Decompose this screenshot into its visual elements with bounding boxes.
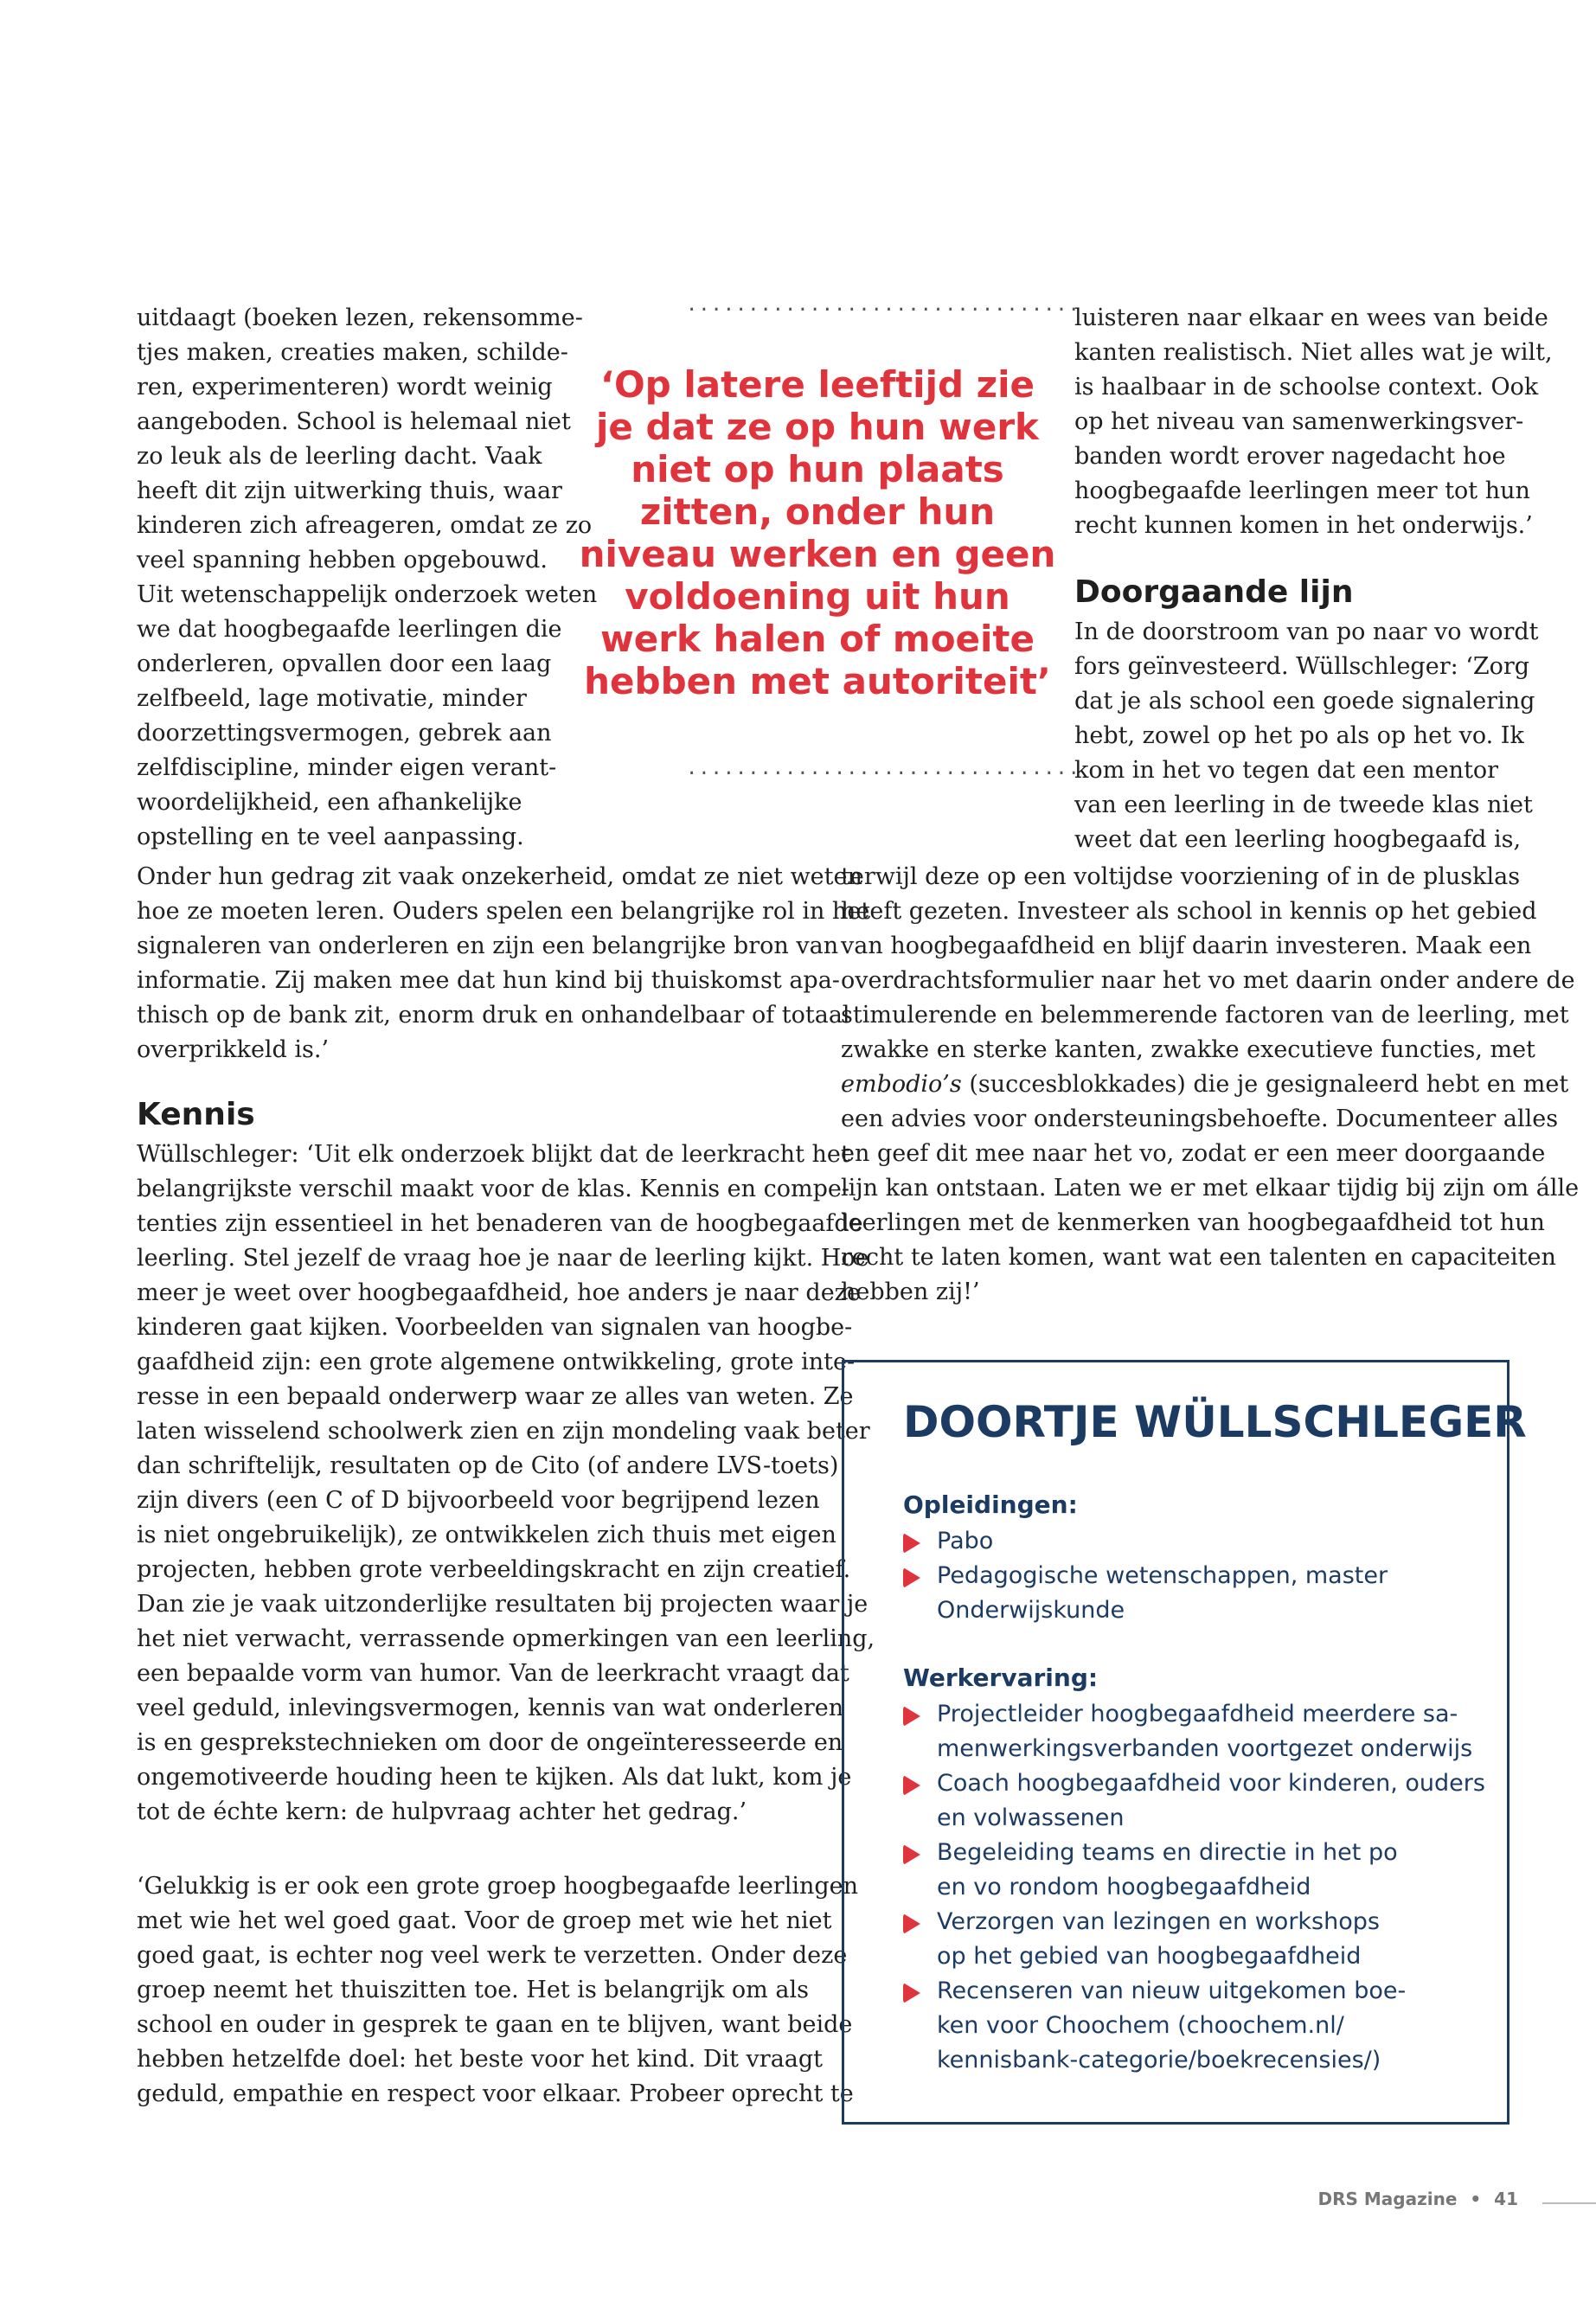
footer-separator: •	[1470, 2189, 1482, 2209]
body-line: is niet ongebruikelijk), ze ontwikkelen zich thuis met eigen	[137, 1522, 836, 1548]
body-line: overdrachtsformulier naar het vo met daarin onder andere de	[841, 967, 1575, 994]
body-line: zelfbeeld, lage motivatie, minder	[137, 685, 527, 712]
werkervaring-item-cont: kennisbank-categorie/boekrecensies/)	[937, 2047, 1381, 2073]
pull-quote-line: niet op hun plaats	[631, 448, 1004, 490]
body-line: onderleren, opvallen door een laag	[137, 651, 552, 677]
body-line: hebt, zowel op het po als op het vo. Ik	[1074, 722, 1524, 749]
body-line: dan schriftelijk, resultaten op de Cito (of andere LVS-toets)	[137, 1452, 839, 1479]
body-line: Onder hun gedrag zit vaak onzekerheid, omdat ze niet weten	[137, 863, 862, 890]
bullet-icon	[903, 1533, 920, 1554]
body-line: en geef dit mee naar het vo, zodat er een meer doorgaande	[841, 1140, 1546, 1167]
werkervaring-item: Projectleider hoogbegaafdheid meerdere sa-	[937, 1701, 1458, 1727]
body-line: school en ouder in gesprek te gaan en te blijven, want beide	[137, 2011, 853, 2038]
body-line: zelfdiscipline, minder eigen verant-	[137, 754, 557, 781]
bullet-icon	[903, 1706, 920, 1727]
body-line: tot de échte kern: de hulpvraag achter het gedrag.’	[137, 1798, 747, 1825]
opleidingen-label: Opleidingen:	[903, 1490, 1078, 1519]
body-line: een bepaalde vorm van humor. Van de leerkracht vraagt dat	[137, 1660, 849, 1687]
body-line: Dan zie je vaak uitzonderlijke resultaten bij projecten waar je	[137, 1591, 869, 1618]
bullet-icon	[903, 1567, 920, 1588]
body-line: het niet verwacht, verrassende opmerkingen van een leerling,	[137, 1625, 875, 1652]
opleiding-item: Pabo	[937, 1528, 994, 1554]
body-line: thisch op de bank zit, enorm druk en onhandelbaar of totaal	[137, 1002, 850, 1029]
body-line: laten wisselend schoolwerk zien en zijn mondeling vaak beter	[137, 1418, 870, 1445]
section-heading-kennis: Kennis	[137, 1097, 255, 1132]
body-line: doorzettingsvermogen, gebrek aan	[137, 720, 552, 747]
body-line: hebben hetzelfde doel: het beste voor het kind. Dit vraagt	[137, 2046, 824, 2073]
opleiding-item-cont: Onderwijskunde	[937, 1597, 1125, 1624]
body-line: fors geïnvesteerd. Wüllschleger: ‘Zorg	[1074, 653, 1530, 680]
body-line: ren, experimenteren) wordt weinig	[137, 374, 553, 401]
body-line: opstelling en te veel aanpassing.	[137, 824, 524, 850]
body-line: dat je als school een goede signalering	[1074, 688, 1535, 715]
body-line: terwijl deze op een voltijdse voorziening of in de plusklas	[841, 863, 1521, 890]
page-footer	[1318, 2189, 1518, 2209]
quote-divider-bottom: ................................	[686, 758, 1080, 779]
body-line: kinderen gaat kijken. Voorbeelden van signalen van hoogbe-	[137, 1314, 853, 1341]
body-line: recht te laten komen, want wat een talenten en capaciteiten	[841, 1244, 1556, 1271]
bullet-icon	[903, 1913, 920, 1934]
profile-name: DOORTJE WÜLLSCHLEGER	[903, 1397, 1527, 1447]
body-line: we dat hoogbegaafde leerlingen die	[137, 616, 562, 643]
body-line: is haalbaar in de schoolse context. Ook	[1074, 374, 1539, 401]
pull-quote-line: je dat ze op hun werk	[596, 406, 1039, 448]
body-line: van een leerling in de tweede klas niet	[1074, 792, 1533, 818]
body-line: aangeboden. School is helemaal niet	[137, 408, 571, 435]
footer-rule	[1542, 2202, 1596, 2204]
body-line: Uit wetenschappelijk onderzoek weten	[137, 581, 598, 608]
werkervaring-item: Verzorgen van lezingen en workshops	[937, 1908, 1380, 1935]
quote-divider-top: ................................	[686, 294, 1080, 316]
body-line: hebben zij!’	[841, 1279, 980, 1305]
opleiding-item: Pedagogische wetenschappen, master	[937, 1562, 1388, 1589]
body-line: goed gaat, is echter nog veel werk te verzetten. Onder deze	[137, 1942, 848, 1969]
body-line	[841, 1067, 1568, 1102]
pull-quote-line: ‘Op latere leeftijd zie	[600, 363, 1035, 406]
werkervaring-item-cont: op het gebied van hoogbegaafdheid	[937, 1943, 1362, 1970]
body-line: ongemotiveerde houding heen te kijken. Als dat lukt, kom je	[137, 1764, 852, 1791]
body-line: veel spanning hebben opgebouwd.	[137, 547, 548, 574]
embodio-italic: embodio’s	[841, 1071, 962, 1098]
body-line: kanten realistisch. Niet alles wat je wilt,	[1074, 339, 1553, 366]
werkervaring-label: Werkervaring:	[903, 1663, 1099, 1692]
body-line: meer je weet over hoogbegaafdheid, hoe anders je naar deze	[137, 1279, 861, 1306]
body-line: kinderen zich afreageren, omdat ze zo	[137, 512, 593, 539]
body-line: woordelijkheid, een afhankelijke	[137, 789, 522, 816]
body-line: resse in een bepaald onderwerp waar ze alles van weten. Ze	[137, 1383, 854, 1410]
page-number: 41	[1494, 2189, 1518, 2209]
body-line: heeft dit zijn uitwerking thuis, waar	[137, 478, 562, 504]
werkervaring-item-cont: menwerkingsverbanden voortgezet onderwijs	[937, 1735, 1473, 1762]
body-line: van hoogbegaafdheid en blijf daarin investeren. Maak een	[841, 933, 1532, 959]
body-line: uitdaagt (boeken lezen, rekensomme-	[137, 304, 583, 331]
body-line: leerlingen met de kenmerken van hoogbegaafdheid tot hun	[841, 1209, 1545, 1236]
body-line: leerling. Stel jezelf de vraag hoe je naar de leerling kijkt. Hoe	[137, 1245, 869, 1272]
body-line: zijn divers (een C of D bijvoorbeeld voor begrijpend lezen	[137, 1487, 820, 1514]
body-line: geduld, empathie en respect voor elkaar. Probeer oprecht te	[137, 2080, 854, 2107]
pull-quote-line: voldoening uit hun	[625, 575, 1010, 618]
body-line: op het niveau van samenwerkingsver-	[1074, 408, 1524, 435]
body-line: banden wordt erover nagedacht hoe	[1074, 443, 1506, 470]
body-line: tjes maken, creaties maken, schilde-	[137, 339, 568, 366]
body-line: overprikkeld is.’	[137, 1036, 330, 1063]
body-line: lijn kan ontstaan. Laten we er met elkaar tijdig bij zijn om álle	[841, 1175, 1580, 1202]
magazine-name: DRS Magazine	[1317, 2189, 1458, 2209]
embodio-rest: (succesblokkades) die je gesignaleerd hebt en met	[961, 1071, 1569, 1098]
section-heading-doorgaande-lijn: Doorgaande lijn	[1074, 574, 1354, 610]
body-line: gaafdheid zijn: een grote algemene ontwikkeling, grote inte-	[137, 1349, 856, 1375]
body-line: heeft gezeten. Investeer als school in kennis op het gebied	[841, 898, 1537, 925]
pull-quote-line: niveau werken en geen	[579, 533, 1056, 575]
body-line: kom in het vo tegen dat een mentor	[1074, 757, 1499, 784]
body-line: luisteren naar elkaar en wees van beide	[1074, 304, 1548, 331]
werkervaring-item-cont: ken voor Choochem (choochem.nl/	[937, 2012, 1344, 2039]
body-line: recht kunnen komen in het onderwijs.’	[1074, 512, 1533, 539]
pull-quote-line: werk halen of moeite	[599, 618, 1035, 660]
body-line: met wie het wel goed gaat. Voor de groep met wie het niet	[137, 1907, 832, 1934]
bullet-icon	[903, 1775, 920, 1796]
body-line: signaleren van onderleren en zijn een belangrijke bron van	[137, 933, 839, 959]
body-line: In de doorstroom van po naar vo wordt	[1074, 619, 1539, 645]
body-line: weet dat een leerling hoogbegaafd is,	[1074, 826, 1522, 853]
body-line: zo leuk als de leerling dacht. Vaak	[137, 443, 542, 470]
body-line: zwakke en sterke kanten, zwakke executieve functies, met	[841, 1036, 1535, 1063]
pull-quote-line: zitten, onder hun	[639, 490, 996, 533]
body-line: Wüllschleger: ‘Uit elk onderzoek blijkt dat de leerkracht het	[137, 1141, 850, 1168]
body-line: hoe ze moeten leren. Ouders spelen een belangrijke rol in het	[137, 898, 871, 925]
body-line: stimulerende en belemmerende factoren van de leerling, met	[841, 1002, 1569, 1029]
body-line: belangrijkste verschil maakt voor de klas. Kennis en compe-	[137, 1176, 849, 1202]
body-line: een advies voor ondersteuningsbehoefte. Documenteer alles	[841, 1106, 1559, 1132]
werkervaring-item: Begeleiding teams en directie in het po	[937, 1839, 1398, 1866]
body-line: informatie. Zij maken mee dat hun kind bij thuiskomst apa-	[137, 967, 840, 994]
bullet-icon	[903, 1983, 920, 2003]
body-line: veel geduld, inlevingsvermogen, kennis van wat onderleren	[137, 1695, 844, 1721]
profile-box	[842, 1360, 1527, 2125]
body-line: is en gesprekstechnieken om door de ongeïnteresseerde en	[137, 1729, 843, 1756]
body-line: projecten, hebben grote verbeeldingskracht en zijn creatief.	[137, 1556, 851, 1583]
werkervaring-item-cont: en vo rondom hoogbegaafdheid	[937, 1874, 1311, 1900]
body-line: hoogbegaafde leerlingen meer tot hun	[1074, 478, 1530, 504]
body-line: groep neemt het thuiszitten toe. Het is belangrijk om als	[137, 1977, 809, 2003]
body-line: ‘Gelukkig is er ook een grote groep hoogbegaafde leerlingen	[137, 1873, 859, 1900]
bullet-icon	[903, 1844, 920, 1865]
body-line: tenties zijn essentieel in het benaderen van de hoogbegaafde	[137, 1210, 863, 1237]
werkervaring-item: Coach hoogbegaafdheid voor kinderen, ouders	[937, 1770, 1485, 1797]
werkervaring-item-cont: en volwassenen	[937, 1804, 1125, 1831]
pull-quote-line: hebben met autoriteit’	[584, 660, 1051, 702]
werkervaring-item: Recenseren van nieuw uitgekomen boe-	[937, 1977, 1407, 2004]
